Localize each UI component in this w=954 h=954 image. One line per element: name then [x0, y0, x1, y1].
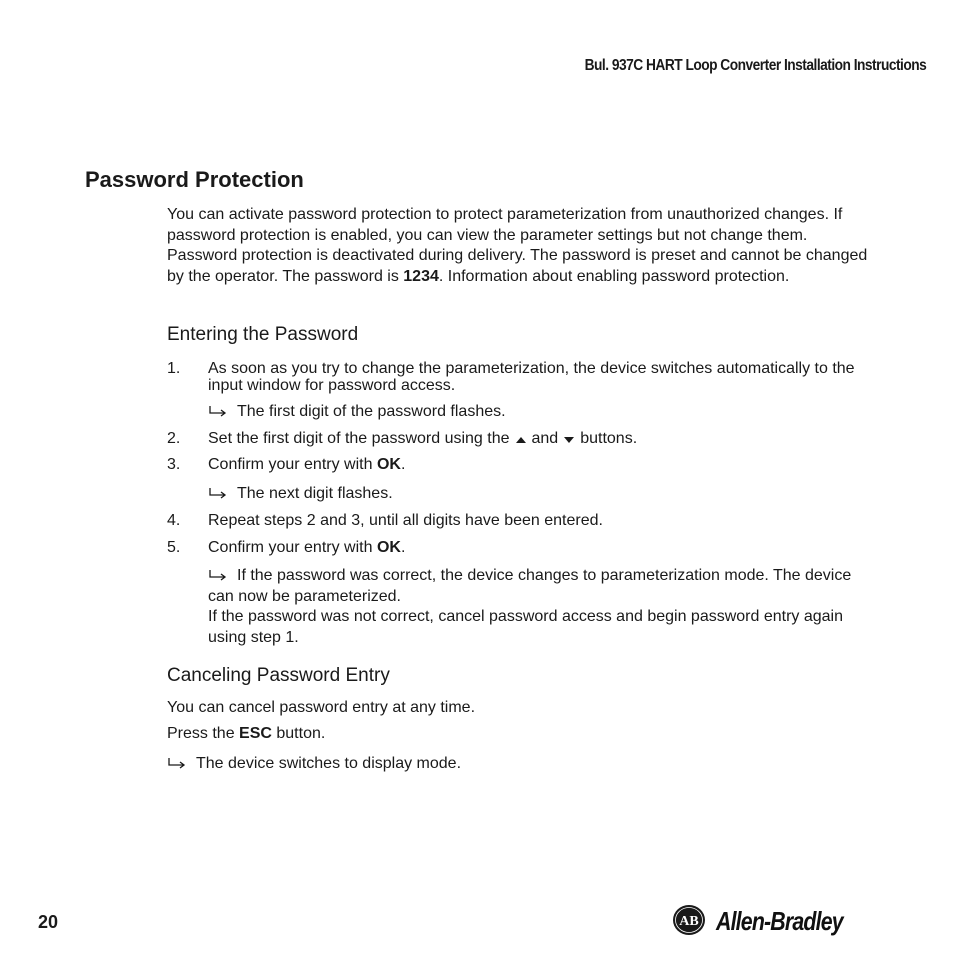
cancel-text-part: button. [271, 725, 326, 742]
logo-letters: AB [679, 914, 699, 929]
step-1-result [208, 402, 868, 423]
ab-emblem-icon [672, 904, 708, 938]
step-text [208, 456, 878, 473]
step-number: 2. [167, 430, 181, 447]
result-arrow-icon [208, 488, 228, 500]
result-text: If the password was correct, the device changes to parameterization mode. The device can now be parameterized. [208, 567, 852, 605]
esc-key: ESC [239, 725, 272, 742]
allen-bradley-logo [672, 904, 872, 938]
result-arrow-icon [208, 570, 228, 582]
down-arrow-icon [564, 430, 574, 447]
step-text-part: and [531, 430, 559, 447]
canceling-password-heading: Canceling Password Entry [167, 665, 390, 686]
step-text-part: Confirm your entry with [208, 456, 377, 473]
document-header: Bul. 937C HART Loop Converter Installation Instructions [584, 57, 926, 74]
step-number: 4. [167, 512, 181, 529]
cancel-result [167, 754, 461, 774]
step-text: Repeat steps 2 and 3, until all digits have been entered. [208, 512, 603, 529]
page-number: 20 [38, 912, 59, 932]
step-3-result [208, 484, 868, 505]
result-arrow-icon [167, 758, 187, 770]
step-number: 3. [167, 456, 181, 473]
step-text [208, 430, 878, 447]
step-text-part: . [400, 456, 406, 473]
result-text: The next digit flashes. [237, 485, 393, 502]
step-text [208, 539, 878, 556]
intro-text-part2: . Information about enabling password protection. [438, 267, 790, 285]
result-arrow-icon [208, 406, 228, 418]
step-text-part: Confirm your entry with [208, 539, 377, 556]
entering-password-heading: Entering the Password [167, 324, 359, 345]
cancel-text-part: Press the [167, 725, 240, 742]
step-text-part: Set the first digit of the password using the [208, 430, 510, 447]
up-arrow-icon [516, 430, 526, 447]
step-number: 1. [167, 360, 181, 377]
step-5-result [208, 566, 868, 648]
password-value: 1234 [403, 267, 439, 285]
step-number: 5. [167, 539, 181, 556]
intro-text-part1: You can activate password protection to protect parameterization from unauthorized changes. If password protection is enabled, you can view the parameter settings but not change them. Password protection is deactivated during delivery. The password is preset and cannot be changed by the operator. The password is [167, 206, 868, 285]
brand-name: Allen-Bradley [716, 906, 843, 936]
step-text-part: . [400, 539, 406, 556]
result-text: The device switches to display mode. [196, 755, 462, 772]
cancel-instruction [167, 724, 325, 744]
intro-paragraph [167, 205, 877, 287]
result-text: The first digit of the password flashes. [237, 403, 506, 420]
result-text-alt: If the password was not correct, cancel password access and begin password entry again using step 1. [208, 608, 843, 646]
cancel-info-text: You can cancel password entry at any time. [167, 699, 476, 716]
ok-key: OK [376, 456, 401, 473]
section-title: Password Protection [85, 167, 304, 192]
step-text-part: buttons. [580, 430, 638, 447]
ok-key: OK [376, 539, 401, 556]
step-text: As soon as you try to change the parameterization, the device switches automatically to the input window for password access. [208, 360, 855, 394]
